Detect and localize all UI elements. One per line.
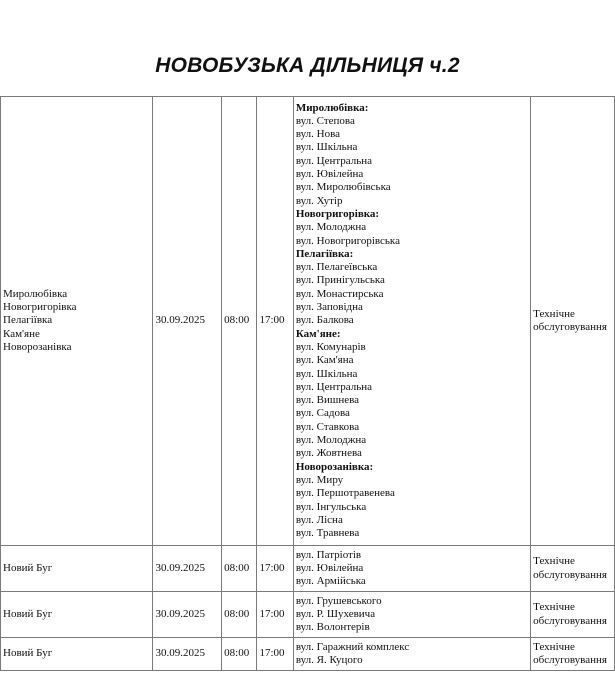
street-item: вул. Центральна [295,380,373,393]
date-cell: 30.09.2025 [153,592,222,638]
settlement-name: Новогригорівка [3,301,77,314]
street-item: вул. Лісна [295,513,343,526]
settlement-heading: Миролюбівка: [295,101,369,114]
settlement-name: Новий Буг [3,647,53,660]
table-row [1,97,615,546]
start-time-cell: 08:00 [222,546,257,592]
street-item: вул. Пелагеївська [295,261,378,274]
street-item: вул. Патріотів [295,548,362,561]
streets-cell [293,546,530,592]
table-row [1,592,615,638]
settlements-cell [1,638,153,671]
settlement-name: Миролюбівка [3,287,68,300]
street-item: вул. Центральна [295,154,373,167]
street-item: вул. Шкільна [295,141,358,154]
streets-cell [293,592,530,638]
settlement-name: Новий Буг [3,607,53,620]
street-item: вул. Р. Шухевича [295,607,376,620]
reason-text: Технічне [533,601,575,614]
street-item: вул. Заповідна [295,301,363,314]
street-item: вул. Гаражний комплекс [295,640,410,653]
street-item: вул. Садова [295,407,350,420]
street-item: вул. Хутір [295,194,343,207]
start-time-cell: 08:00 [222,638,257,671]
street-item: вул. Я. Куцого [295,654,363,666]
date-cell: 30.09.2025 [153,97,222,546]
street-item: вул. Волонтерів [295,621,370,634]
street-item: вул. Молоджна [295,434,367,447]
street-item: вул. Ставкова [295,420,360,433]
streets-cell [293,638,530,671]
date-cell: 30.09.2025 [153,546,222,592]
end-time-cell: 17:00 [257,638,293,671]
street-item: вул. Новогригорівська [295,234,400,247]
settlements-cell [1,592,153,638]
table-row [1,638,615,671]
reason-text: Технічне [533,307,575,320]
street-item: вул. Першотравенева [295,487,395,500]
street-item: вул. Нова [295,128,341,141]
outage-schedule-table [0,96,615,671]
street-item: вул. Миру [295,473,344,486]
settlement-name: Кам'яне [3,327,40,340]
settlement-heading: Новорозанівка: [295,460,374,473]
reason-cell [531,97,615,546]
settlement-heading: Кам'яне: [295,327,341,340]
reason-cell [531,638,615,671]
street-item: вул. Комунарів [295,340,366,353]
settlement-heading: Новогригорівка: [295,207,380,220]
street-item: вул. Інгульська [295,500,367,513]
street-item: вул. Вишнева [295,394,360,407]
reason-cell [531,592,615,638]
end-time-cell: 17:00 [257,546,293,592]
streets-cell [293,97,530,546]
street-item: вул. Миролюбівська [295,181,391,194]
start-time-cell: 08:00 [222,97,257,546]
street-item: вул. Шкільна [295,367,358,380]
street-item: вул. Жовтнева [295,447,362,460]
street-item: вул. Балкова [295,314,354,327]
settlement-name: Новий Буг [3,561,53,574]
settlement-name: Пелагіївка [3,314,53,327]
reason-text: Технічне [533,555,575,568]
end-time-cell: 17:00 [257,97,293,546]
reason-text: обслуговування [533,654,607,666]
settlement-heading: Пелагіївка: [295,247,354,260]
street-item: вул. Ювілейна [295,561,364,574]
street-item: вул. Грушевського [295,594,382,607]
date-cell: 30.09.2025 [153,638,222,671]
settlements-cell [1,97,153,546]
street-item: вул. Армійська [295,575,366,588]
reason-text: обслуговування [533,321,607,333]
reason-cell [531,546,615,592]
street-item: вул. Молоджна [295,221,367,234]
settlements-cell [1,546,153,592]
street-item: вул. Степова [295,114,355,127]
settlement-name: Новорозанівка [3,340,72,353]
street-item: вул. Монастирська [295,287,384,300]
street-item: вул. Принігульська [295,274,385,287]
reason-text: Технічне [533,640,575,653]
street-item: вул. Травнева [295,527,360,540]
reason-text: обслуговування [533,614,607,627]
start-time-cell: 08:00 [222,592,257,638]
reason-text: обслуговування [533,568,607,581]
end-time-cell: 17:00 [257,592,293,638]
table-row [1,546,615,592]
street-item: вул. Кам'яна [295,354,354,367]
page-title: НОВОБУЗЬКА ДІЛЬНИЦЯ ч.2 [155,54,460,77]
street-item: вул. Ювілейна [295,168,364,181]
